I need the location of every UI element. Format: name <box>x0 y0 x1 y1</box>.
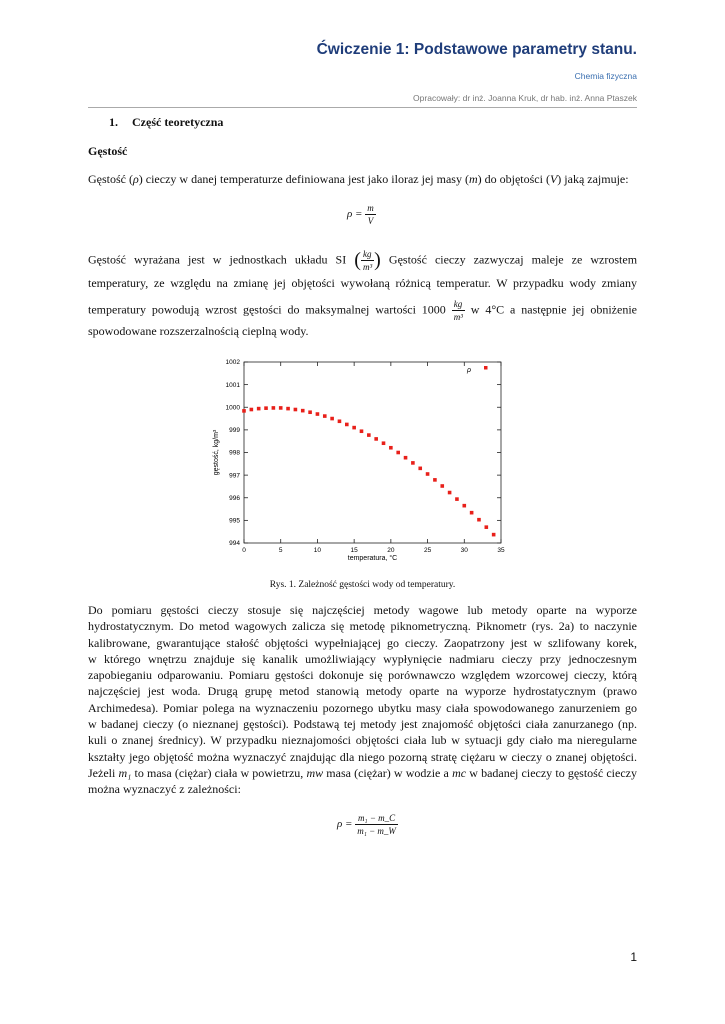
y-tick-label: 996 <box>229 494 240 502</box>
document-title: Ćwiczenie 1: Podstawowe parametry stanu. <box>316 41 637 58</box>
data-point <box>308 410 312 414</box>
y-tick-label: 1002 <box>225 359 240 367</box>
page-number: 1 <box>630 950 637 964</box>
data-point <box>433 478 437 482</box>
data-point <box>316 412 320 416</box>
plot-frame <box>244 362 501 543</box>
data-point <box>345 423 349 427</box>
x-tick-label: 15 <box>350 547 358 554</box>
intro-sentence: Gęstość (ρ) cieczy w danej temperaturze definiowana jest jako iloraz jej masy (m) do objętości (V) jaką zajmuje: <box>88 172 629 186</box>
y-tick-label: 1001 <box>225 381 240 389</box>
y-tick-label: 997 <box>229 472 240 480</box>
x-tick-label: 25 <box>423 547 432 554</box>
figure-caption: Rys. 1. Zależność gęstości wody od temperatury. <box>269 580 456 590</box>
para2-line: kuli o znanej średnicy). W przypadku nieznajomości objętości ciała lub w sytuacji gdy ciało ma nieregularne <box>88 733 637 748</box>
data-point <box>323 414 327 418</box>
data-point <box>382 441 386 445</box>
para2-line: Archimedesa). Pomiar polega na wyznaczeniu pozornego ubytku masy ciała spowodowanego zanurzeniem go <box>88 700 637 715</box>
header-divider <box>88 107 637 108</box>
data-point <box>367 433 371 437</box>
x-tick-label: 0 <box>242 547 246 554</box>
x-tick-label: 5 <box>278 547 283 554</box>
data-point <box>360 429 364 433</box>
data-point <box>301 409 305 413</box>
density-equation: ρ = $\frac{m}{V}$ <box>347 203 374 226</box>
data-point <box>338 419 342 423</box>
data-point <box>389 446 393 450</box>
section-heading <box>109 115 223 130</box>
section-number: 1. <box>109 115 118 129</box>
para2-line: kształty jego objętość można wyznaczyć znajdując dla niego pozorną stratę ciężaru w cieczy o znanej objętości. <box>88 749 637 764</box>
data-point <box>374 437 378 441</box>
legend-label: ρ <box>466 367 471 374</box>
para2-line: Do pomiaru gęstości cieczy stosuje się najczęściej metody wagowe lub metody oparte na wyporze <box>88 603 637 617</box>
data-point <box>250 408 254 412</box>
data-point <box>426 472 430 476</box>
y-axis-label: gęstość, kg/m³ <box>213 429 220 476</box>
para2-line: kalibrowane, gwarantujące stałość objętości wypełniającej go cieczy. Zaopatrzony jest w szlifowany korek, <box>88 635 637 650</box>
data-point <box>352 426 356 430</box>
legend-marker <box>484 366 488 370</box>
rho-symbol: ρ <box>133 172 139 186</box>
para2-line: hydrostatycznym. Do metod wagowych zalicza się metodę piknometryczną. Piknometr (rys. 2a) to naczynie <box>88 619 637 634</box>
para2-line: zapobieganiu odparowaniu. Pomiaru gęstości dokonuje się porównawczo względem wzorcowej cieczy, którą <box>88 668 637 683</box>
para1-line-1: Gęstość wyrażana jest w jednostkach układu SI ( $\frac{kg}{\text{m³}}$ ) Gęstość cieczy zazwyczaj maleje ze wzrostem <box>88 249 638 272</box>
data-point <box>264 406 268 410</box>
data-point <box>396 451 400 455</box>
data-point <box>286 407 290 411</box>
data-point <box>440 484 444 488</box>
data-point <box>272 406 276 410</box>
subsection-heading: Gęstość <box>88 144 128 158</box>
data-point <box>462 504 466 508</box>
data-point <box>242 409 246 413</box>
data-point <box>492 533 496 537</box>
x-tick-label: 10 <box>313 547 322 554</box>
y-tick-label: 995 <box>229 517 240 525</box>
data-point <box>470 511 474 515</box>
density-chart <box>208 358 508 563</box>
section-title: Część teoretyczna <box>132 115 224 129</box>
data-point <box>485 525 489 529</box>
para2-line: w badanej cieczy (o nieznanej gęstości). Podstawą tej metody jest znajomość objętości ciała zanurzanego (np. <box>88 717 637 732</box>
x-tick-label: 20 <box>387 547 395 554</box>
para1-line-4: spowodowane rozszerzalnością cieplną wody. <box>88 324 309 338</box>
course-name: Chemia fizyczna <box>574 71 637 81</box>
data-point <box>279 406 283 410</box>
x-axis-label: temperatura, °C <box>347 555 398 562</box>
para1-line-2: temperatury, ze względu na zmianę jej objętości wywołaną różnicą temperatur. W przypadku wody zmiany <box>88 276 637 290</box>
y-tick-label: 999 <box>229 427 240 435</box>
para2-line: można wyznaczyć z zależności: <box>88 782 241 797</box>
hydrostatic-density-equation: ρ = $\frac{\text{m₁ − m\_C}}{\text{m₁ − m\_W}}$ <box>337 813 396 836</box>
y-tick-label: 998 <box>229 449 240 457</box>
data-point <box>404 456 408 460</box>
measurement-methods-paragraph <box>88 602 637 798</box>
data-point <box>477 518 481 522</box>
x-tick-label: 30 <box>460 547 468 554</box>
para2-line: Jeżeli m₁ to masa (ciężar) ciała w powietrzu, mw masa (ciężar) w wodzie a mc w badanej cieczy to gęstość cieczy <box>88 765 637 780</box>
data-point <box>418 467 422 471</box>
para2-line: najczęściej jest woda. Drugą grupę metod stanowią metody oparte na wyporze hydrostatycznym (prawo <box>88 684 637 699</box>
para2-line: w którego wnętrzu znajduje się kanalik umożliwiający wypłynięcie nadmiaru cieczy przy jednoczesnym <box>88 651 637 666</box>
data-point <box>448 491 452 495</box>
authors-line: Opracowały: dr inż. Joanna Kruk, dr hab. inż. Anna Ptaszek <box>413 93 637 103</box>
data-point <box>411 461 415 465</box>
y-tick-label: 994 <box>229 540 240 548</box>
data-point <box>455 497 459 501</box>
y-tick-label: 1000 <box>225 404 240 412</box>
data-point <box>294 408 298 412</box>
x-tick-label: 35 <box>497 547 505 554</box>
para1-line-3: temperatury powodują wzrost gęstości do maksymalnej wartości 1000 $\frac{kg}{\text{m³}}$ w 4°C a następnie jej obniżenie <box>88 299 637 322</box>
data-point <box>257 407 261 411</box>
data-point <box>330 417 334 421</box>
